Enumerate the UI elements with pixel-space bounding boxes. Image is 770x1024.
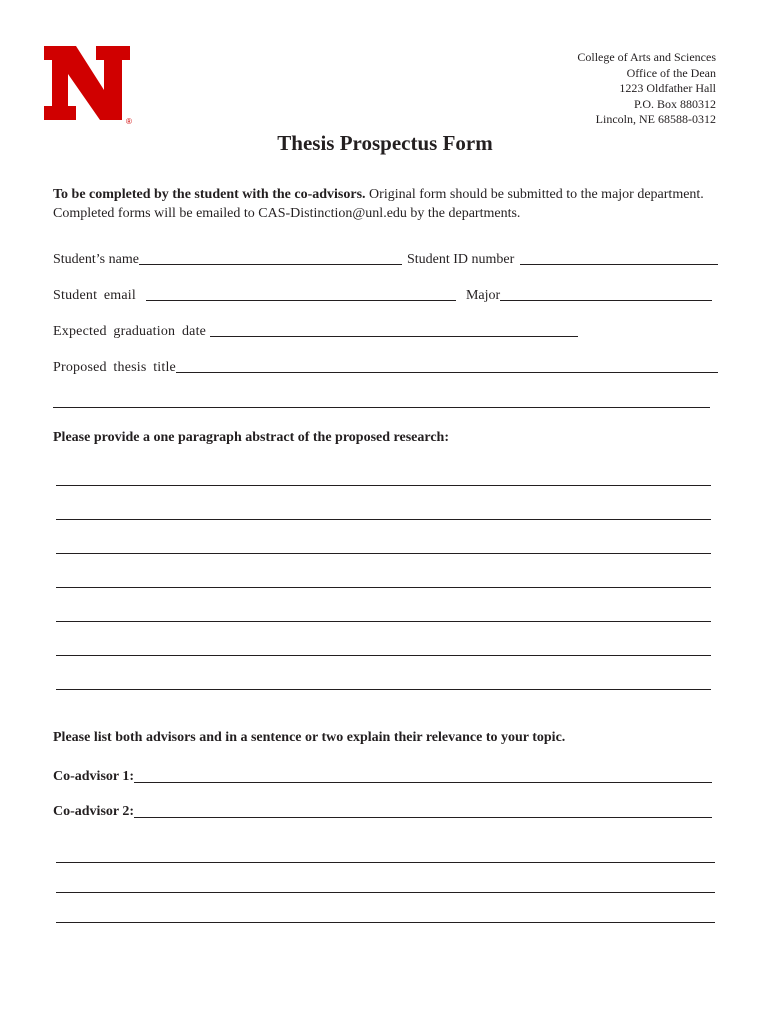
abstract-line[interactable] [56,655,711,656]
graduation-date-field[interactable] [210,336,578,337]
page-title: Thesis Prospectus Form [277,131,493,155]
abstract-line[interactable] [56,553,711,554]
student-email-label: Student email [53,288,136,303]
intro-bold: To be completed by the student with the co-advisors. [53,187,366,202]
student-id-label: Student ID number [406,252,515,267]
abstract-line[interactable] [56,621,711,622]
row-co-advisor-2 [53,800,712,820]
address-block [577,50,716,128]
advisor-explanation-line[interactable] [56,892,715,893]
address-line: Lincoln, NE 68588-0312 [595,112,716,127]
student-name-label: Student’s name [53,252,139,267]
co-advisor-2-field[interactable] [134,817,712,818]
major-label: Major [465,288,501,303]
abstract-line[interactable] [56,689,711,690]
row-co-advisor-1 [53,765,712,785]
address-line: P.O. Box 880312 [633,96,716,111]
co-advisor-1-label: Co-advisor 1: [53,769,135,784]
row-name-id [53,248,718,268]
student-id-field[interactable] [520,264,718,265]
abstract-line[interactable] [56,519,711,520]
major-field[interactable] [500,300,712,301]
advisor-explanation-line[interactable] [56,922,715,923]
thesis-title-field[interactable] [176,372,718,373]
co-advisor-2-label: Co-advisor 2: [53,804,135,819]
graduation-date-label: Expected graduation date [53,324,207,339]
address-line: 1223 Oldfather Hall [619,81,716,96]
intro-text [53,185,723,223]
student-email-field[interactable] [146,300,456,301]
student-name-field[interactable] [139,264,402,265]
registered-mark: ® [126,117,132,124]
abstract-line[interactable] [56,485,711,486]
thesis-title-label: Proposed thesis title [53,360,176,375]
address-line: College of Arts and Sciences [577,50,716,64]
intro-rest: Original form should be submitted to the major department. Completed forms will be emailed to CAS-Distinction@unl.edu by the departments. [53,187,704,221]
abstract-line[interactable] [56,587,711,588]
university-n-logo [44,46,134,124]
thesis-title-continuation-line[interactable] [53,407,710,408]
abstract-prompt: Please provide a one paragraph abstract of the proposed research: [53,430,449,445]
address-line: Office of the Dean [626,65,716,80]
co-advisor-1-field[interactable] [134,782,712,783]
row-graduation [53,320,578,340]
row-thesis-title [53,356,718,376]
advisors-prompt: Please list both advisors and in a sentence or two explain their relevance to your topic. [53,730,566,745]
advisor-explanation-line[interactable] [56,862,715,863]
row-email-major [53,284,712,304]
